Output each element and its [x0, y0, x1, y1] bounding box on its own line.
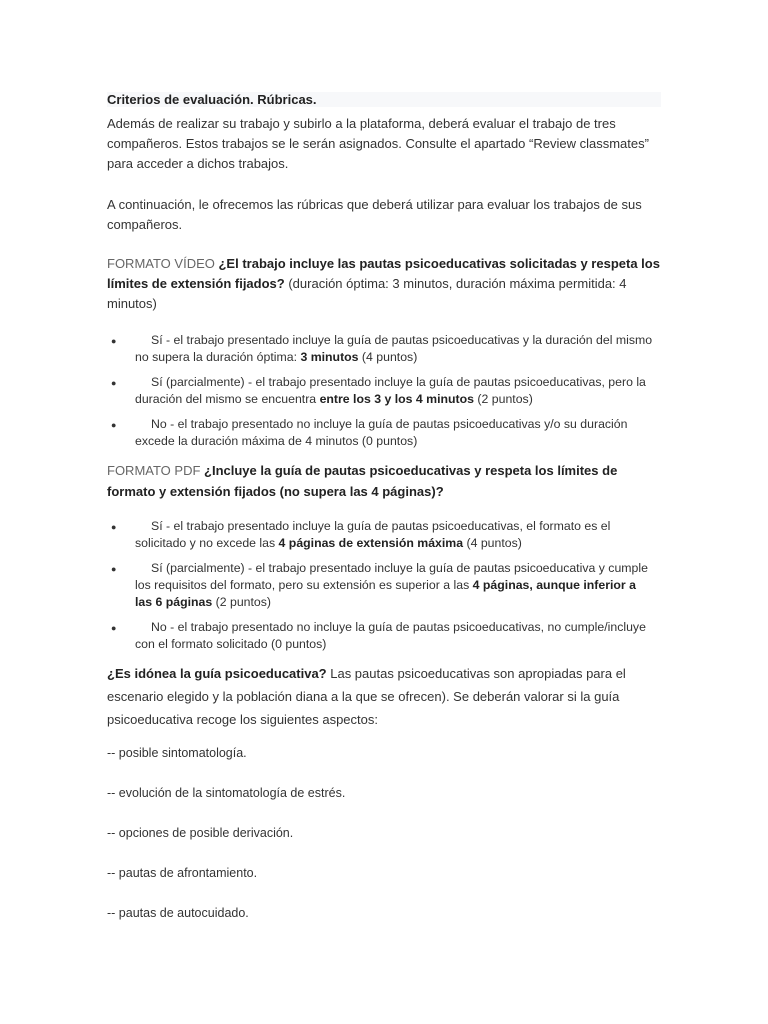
- aspect-item: -- pautas de autocuidado.: [107, 906, 249, 920]
- list-item-text: No - el trabajo presentado no incluye la guía de pautas psicoeducativas y/o su duración excede la duración máxima de 4 minutos (0 puntos): [135, 417, 628, 448]
- list-item-text: Sí (parcialmente) - el trabajo presentado incluye la guía de pautas psicoeducativa y cumple los requisitos del formato, pero su extensión es superior a las 4 páginas, aunque inferior a las 6 páginas (2 puntos): [135, 561, 648, 609]
- aspect-item: -- evolución de la sintomatología de estrés.: [107, 786, 346, 800]
- bullet-icon: ●: [111, 378, 117, 388]
- list-item-text: Sí - el trabajo presentado incluye la guía de pautas psicoeducativas, el formato es el solicitado y no excede las 4 páginas de extensión máxima (4 puntos): [135, 519, 611, 550]
- bullet-icon: ●: [111, 564, 117, 574]
- aspect-item: -- posible sintomatología.: [107, 746, 247, 760]
- bullet-icon: ●: [111, 522, 117, 532]
- video-format-label: FORMATO VÍDEO: [107, 256, 215, 271]
- idonea-paragraph: [107, 662, 663, 731]
- intro-paragraph-2: A continuación, le ofrecemos las rúbricas que deberá utilizar para evaluar los trabajos de sus compañeros.: [107, 197, 642, 232]
- page-title: Criterios de evaluación. Rúbricas.: [107, 92, 317, 107]
- video-question: ¿El trabajo incluye las pautas psicoeducativas solicitadas y respeta los límites de extensión fijados?: [107, 256, 660, 291]
- pdf-question: ¿Incluye la guía de pautas psicoeducativas y respeta los límites de formato y extensión fijados (no supera las 4 páginas)?: [107, 463, 618, 499]
- bullet-icon: ●: [111, 420, 117, 430]
- list-item-text: Sí - el trabajo presentado incluye la guía de pautas psicoeducativas y la duración del mismo no supera la duración óptima: 3 minutos (4 puntos): [135, 333, 653, 364]
- list-item-text: No - el trabajo presentado no incluye la guía de pautas psicoeducativas, no cumple/incluye con el formato solicitado (0 puntos): [135, 620, 646, 651]
- video-criterion: [107, 254, 663, 314]
- idonea-question: ¿Es idónea la guía psicoeducativa?: [107, 666, 327, 681]
- idonea-text: Las pautas psicoeducativas son apropiadas para el escenario elegido y la población diana a la que se ofrecen). Se deberán valorar si la guía psicoeducativa recoge los siguientes aspectos:: [107, 666, 626, 727]
- list-item-text: Sí (parcialmente) - el trabajo presentado incluye la guía de pautas psicoeducativas, pero la duración del mismo se encuentra entre los 3 y los 4 minutos (2 puntos): [135, 375, 646, 406]
- pdf-format-label: FORMATO PDF: [107, 463, 201, 478]
- bullet-icon: ●: [111, 623, 117, 633]
- aspect-item: -- pautas de afrontamiento.: [107, 866, 258, 880]
- aspect-item: -- opciones de posible derivación.: [107, 826, 294, 840]
- intro-paragraph-1: Además de realizar su trabajo y subirlo a la plataforma, deberá evaluar el trabajo de tres compañeros. Estos trabajos se le serán asignados. Consulte el apartado “Review classmates” para acceder a dichos trabajos.: [107, 116, 649, 171]
- pdf-criterion: [107, 460, 663, 502]
- video-note: (duración óptima: 3 minutos, duración máxima permitida: 4 minutos): [107, 276, 627, 311]
- bullet-icon: ●: [111, 336, 117, 346]
